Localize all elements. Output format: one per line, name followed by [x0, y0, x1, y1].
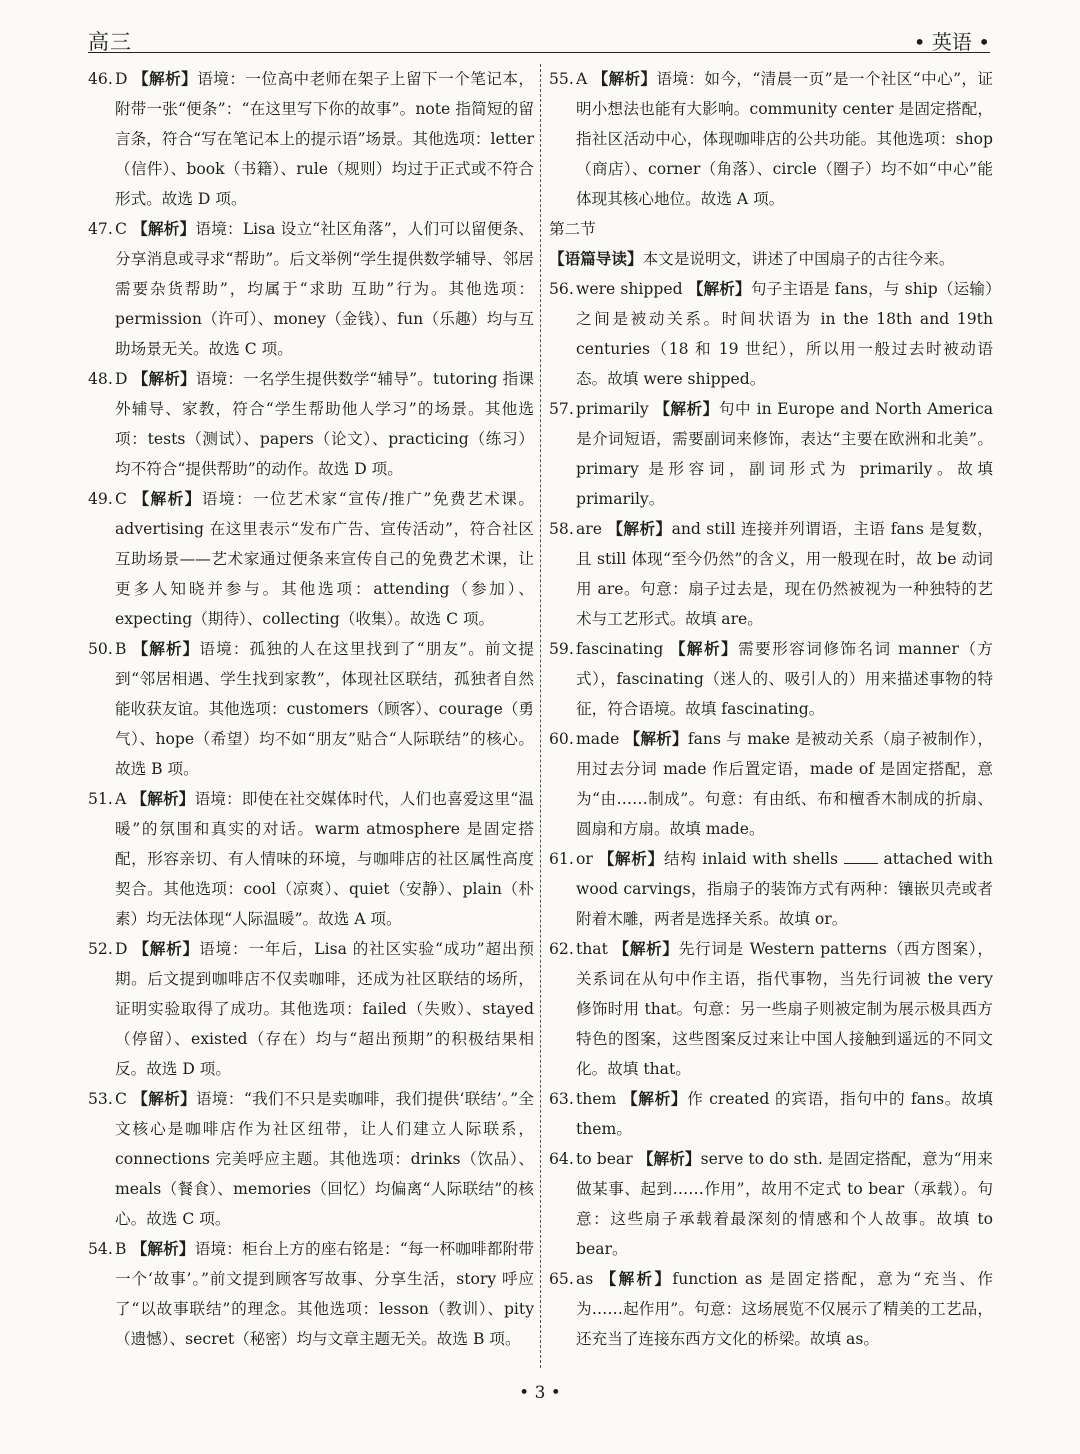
column-divider [540, 64, 541, 1368]
question-number: 47. [88, 220, 113, 238]
analysis-tag: 【解析】 [133, 939, 200, 958]
answer-key: or [576, 850, 593, 868]
answer-item [88, 934, 534, 1084]
answer-explanation [576, 634, 993, 724]
question-number: 55. [549, 70, 574, 88]
answer-item [88, 214, 534, 364]
left-column [88, 64, 534, 1354]
question-number: 53. [88, 1090, 113, 1108]
explanation-text: 语境：孤独的人在这里找到了“朋友”。前文提到“邻居相遇、学生找到家教”，体现社区联结，孤独者自然能收获友谊。其他选项：customers（顾客）、courage（勇气）、hope（希望）均不如“朋友”贴合“人际联结”的核心。故选 B 项。 [115, 640, 534, 778]
fill-blank [844, 849, 878, 864]
analysis-tag: 【解析】 [132, 369, 196, 388]
explanation-text: 结构 inlaid with shells [663, 850, 839, 868]
answer-explanation [576, 724, 993, 844]
question-number: 65. [549, 1270, 574, 1288]
question-number: 63. [549, 1090, 574, 1108]
explanation-text: 语境：一名学生提供数学“辅导”。tutoring 指课外辅导、家教，符合“学生帮助他人学习”的场景。其他选项：tests（测试）、papers（论文）、practicing（练习）均不符合“提供帮助”的动作。故选 D 项。 [115, 370, 534, 478]
answer-explanation [115, 1084, 534, 1234]
answer-item [549, 724, 993, 844]
answer-key: as [576, 1270, 594, 1288]
answer-item [549, 934, 993, 1084]
answer-key: B [115, 640, 127, 658]
answer-item [549, 1264, 993, 1354]
answer-key: D [115, 370, 128, 388]
explanation-text: fans 与 make 是被动关系（扇子被制作），用过去分词 made 作后置定语，made of 是固定搭配，意为“由……制成”。句意：有由纸、布和檀香木制成的折扇、圆扇和方扇。故填 made。 [576, 730, 993, 838]
explanation-text: 语境：一年后，Lisa 的社区实验“成功”超出预期。后文提到咖啡店不仅卖咖啡，还成为社区联结的场所，证明实验取得了成功。其他选项：failed（失败）、stayed（停留）、existed（存在）均与“超出预期”的积极结果相反。故选 D 项。 [115, 940, 534, 1078]
answer-item [88, 64, 534, 214]
answer-key: C [115, 490, 127, 508]
question-number: 48. [88, 370, 113, 388]
explanation-text: 语境：如今，“清晨一页”是一个社区“中心”，证明小想法也能有大影响。community center 是固定搭配，指社区活动中心，体现咖啡店的公共功能。其他选项：shop（商店）、corner（角落）、circle（圈子）均不如“中心”能体现其核心地位。故选 A 项。 [576, 70, 993, 208]
question-number: 64. [549, 1150, 574, 1168]
analysis-tag: 【解析】 [624, 729, 688, 748]
answer-item [549, 634, 993, 724]
answer-explanation [576, 64, 993, 214]
answer-explanation [576, 844, 993, 934]
answer-explanation [115, 364, 534, 484]
answer-key: them [576, 1090, 617, 1108]
answer-key: were shipped [576, 280, 683, 298]
answer-explanation [576, 394, 993, 514]
answer-item [549, 514, 993, 634]
analysis-tag: 【解析】 [622, 1089, 688, 1108]
answer-key: D [115, 940, 128, 958]
question-number: 46. [88, 70, 113, 88]
question-number: 61. [549, 850, 574, 868]
answer-key: are [576, 520, 602, 538]
answer-key: A [576, 70, 588, 88]
answer-explanation [115, 1234, 534, 1354]
analysis-tag: 【解析】 [132, 1089, 197, 1108]
explanation-text: 句子主语是 fans，与 ship（运输）之间是被动关系。时间状语为 in the 18th and 19th centuries（18 和 19 世纪），所以用一般过去时被动语态。故填 were shipped。 [576, 280, 993, 388]
answer-item [549, 394, 993, 514]
answer-explanation [576, 1084, 993, 1144]
answer-explanation [576, 514, 993, 634]
guide-text: 本文是说明文，讲述了中国扇子的古往今来。 [642, 250, 955, 268]
question-number: 62. [549, 940, 574, 958]
answer-explanation [576, 1264, 993, 1354]
answer-item [88, 784, 534, 934]
answer-explanation [115, 214, 534, 364]
grade-label: 高三 [88, 30, 132, 54]
question-number: 52. [88, 940, 113, 958]
question-number: 50. [88, 640, 113, 658]
explanation-text: 作 created 的宾语，指句中的 fans。故填 them。 [576, 1090, 993, 1138]
explanation-text: and still 连接并列谓语，主语 fans 是复数，且 still 体现“至今仍然”的含义，用一般现在时，故 be 动词用 are。句意：扇子过去是，现在仍然被视为一种独特的艺术与工艺形式。故填 are。 [576, 520, 993, 628]
answer-key: fascinating [576, 640, 664, 658]
answer-item [88, 364, 534, 484]
guide-tag: 【语篇导读】 [549, 249, 643, 268]
answer-key: made [576, 730, 620, 748]
analysis-tag: 【解析】 [133, 489, 202, 508]
analysis-tag: 【解析】 [613, 939, 679, 958]
subject-label: • 英语 • [913, 30, 990, 54]
explanation-text: 语境：Lisa 设立“社区角落”，人们可以留便条、分享消息或寻求“帮助”。后文举例“学生提供数学辅导、邻居需要杂货帮助”，均属于“求助 互助”行为。其他选项：permission（许可）、money（金钱）、fun（乐趣）均与互助场景无关。故选 C 项。 [115, 220, 534, 358]
analysis-tag: 【解析】 [607, 519, 672, 538]
answer-item [549, 1144, 993, 1264]
analysis-tag: 【解析】 [132, 219, 196, 238]
page-header [88, 20, 990, 53]
explanation-text: 先行词是 Western patterns（西方图案），关系词在从句中作主语，指代事物，当先行词被 the very 修饰时用 that。句意：另一些扇子则被定制为展示极具西方特色的图案，这些图案反过来让中国人接触到遥远的不同文化。故填 that。 [576, 940, 993, 1078]
answer-explanation [576, 1144, 993, 1264]
answer-item [88, 1084, 534, 1234]
answer-item [88, 1234, 534, 1354]
analysis-tag: 【解析】 [132, 639, 200, 658]
answer-item [88, 484, 534, 634]
answer-key: C [115, 220, 127, 238]
question-number: 56. [549, 280, 574, 298]
question-number: 59. [549, 640, 574, 658]
explanation-text: 语境：即使在社交媒体时代，人们也喜爱这里“温暖”的氛围和真实的对话。warm atmosphere 是固定搭配，形容亲切、有人情味的环境，与咖啡店的社区属性高度契合。其他选项：cool（凉爽）、quiet（安静）、plain（朴素）均无法体现“人际温暖”。故选 A 项。 [115, 790, 534, 928]
explanation-text: 语境：一位高中老师在架子上留下一个笔记本，附带一张“便条”：“在这里写下你的故事”。note 指简短的留言条，符合“写在笔记本上的提示语”场景。其他选项：letter（信件）、book（书籍）、rule（规则）均过于正式或不符合形式。故选 D 项。 [115, 70, 534, 208]
question-number: 60. [549, 730, 574, 748]
explanation-text: attached with wood carvings，指扇子的装饰方式有两种：镶嵌贝壳或者附着木雕，两者是选择关系。故填 or。 [576, 850, 993, 928]
analysis-tag: 【解析】 [669, 639, 739, 658]
answer-explanation [115, 64, 534, 214]
analysis-tag: 【解析】 [132, 69, 198, 88]
explanation-text: function as 是固定搭配，意为“充当、作为……起作用”。句意：这场展览不仅展示了精美的工艺品，还充当了连接东西方文化的桥梁。故填 as。 [576, 1270, 993, 1348]
explanation-text: serve to do sth. 是固定搭配，意为“用来做某事、起到……作用”，故用不定式 to bear（承载）。句意：这些扇子承载着最深刻的情感和个人故事。故填 to bear。 [576, 1150, 993, 1258]
answer-key: that [576, 940, 608, 958]
answer-key: C [115, 1090, 127, 1108]
right-column [549, 64, 993, 1354]
explanation-text: 语境：一位艺术家“宣传/推广”免费艺术课。advertising 在这里表示“发布广告、宣传活动”，符合社区互助场景——艺术家通过便条来宣传自己的免费艺术课，让更多人知晓并参与。其他选项：attending（参加）、expecting（期待）、collecting（收集）。故选 C 项。 [115, 490, 534, 628]
question-number: 51. [88, 790, 113, 808]
analysis-tag: 【解析】 [687, 279, 751, 298]
answer-explanation [576, 274, 993, 394]
answer-key: B [115, 1240, 127, 1258]
explanation-text: 语境：“我们不只是卖咖啡，我们提供‘联结’。”全文核心是咖啡店作为社区纽带，让人们建立人际联系，connections 完美呼应主题。其他选项：drinks（饮品）、meals（餐食）、memories（回忆）均偏离“人际联结”的核心。故选 C 项。 [115, 1090, 534, 1228]
answer-item [549, 844, 993, 934]
question-number: 57. [549, 400, 574, 418]
answer-key: to bear [576, 1150, 633, 1168]
answer-item [549, 64, 993, 214]
analysis-tag: 【解析】 [131, 789, 195, 808]
question-number: 49. [88, 490, 113, 508]
analysis-tag: 【解析】 [637, 1149, 701, 1168]
page-number: • 3 • [519, 1383, 561, 1403]
section-title: 第二节 [549, 220, 596, 238]
answer-item [549, 274, 993, 394]
answer-key: A [115, 790, 127, 808]
answer-explanation [115, 484, 534, 634]
passage-guide [549, 244, 993, 274]
answer-explanation [115, 784, 534, 934]
explanation-text: 句中 in Europe and North America 是介词短语，需要副词来修饰，表达“主要在欧洲和北美”。primary 是形容词，副词形式为 primarily。故填 primarily。 [576, 400, 993, 508]
question-number: 58. [549, 520, 574, 538]
answer-item [88, 634, 534, 784]
analysis-tag: 【解析】 [131, 1239, 195, 1258]
answer-item [549, 1084, 993, 1144]
answer-explanation [115, 934, 534, 1084]
explanation-text: 需要形容词修饰名词 manner（方式），fascinating（迷人的、吸引人的）用来描述事物的特征，符合语境。故填 fascinating。 [576, 640, 993, 718]
analysis-tag: 【解析】 [600, 1269, 673, 1288]
answer-key: primarily [576, 400, 649, 418]
analysis-tag: 【解析】 [592, 69, 657, 88]
question-number: 54. [88, 1240, 113, 1258]
analysis-tag: 【解析】 [654, 399, 719, 418]
explanation-text: 语境：柜台上方的座右铭是：“每一杯咖啡都附带一个‘故事’。”前文提到顾客写故事、分享生活，story 呼应了“以故事联结”的理念。其他选项：lesson（教训）、pity（遗憾）、secret（秘密）均与文章主题无关。故选 B 项。 [115, 1240, 534, 1348]
answer-explanation [576, 934, 993, 1084]
answer-explanation [115, 634, 534, 784]
analysis-tag: 【解析】 [598, 849, 664, 868]
answer-key: D [115, 70, 128, 88]
